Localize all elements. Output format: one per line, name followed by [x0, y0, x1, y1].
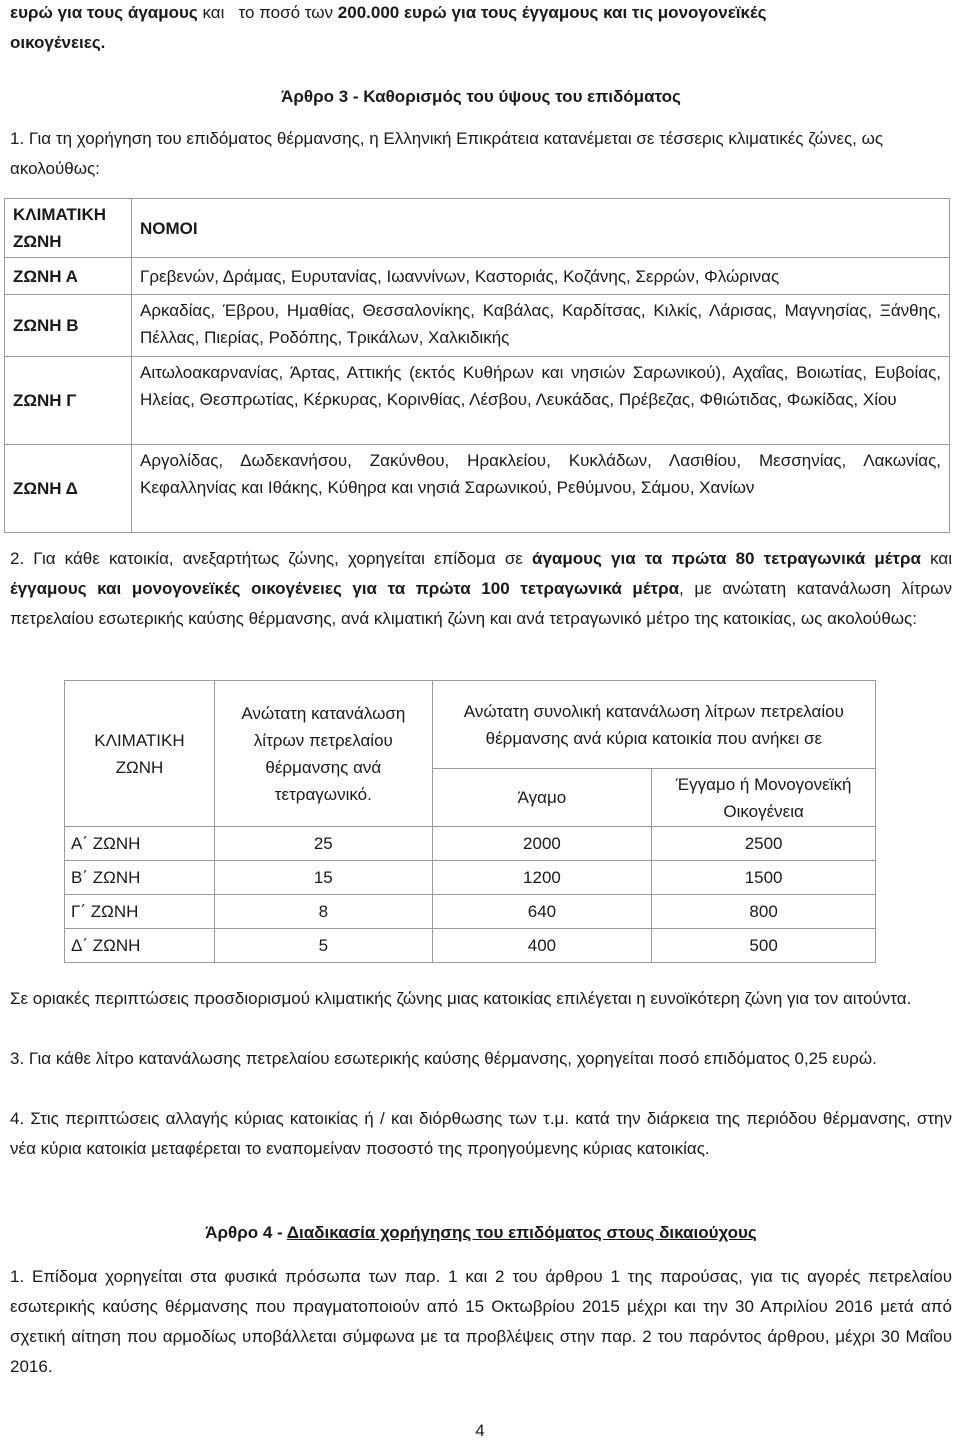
cons-header-married: Έγγαμο ή Μονογονεϊκή Οικογένεια [652, 769, 876, 827]
cons-single: 640 [432, 895, 652, 929]
article3-para3: 3. Για κάθε λίτρο κατανάλωσης πετρελαίου εσωτερικής καύσης θέρμανσης, χορηγείται ποσό επιδόματος 0,25 ευρώ. [10, 1049, 877, 1068]
intro-part-b: και το ποσό των [197, 3, 338, 22]
consumption-table [64, 680, 876, 963]
cons-row [65, 827, 876, 861]
cons-per-m2: 25 [214, 827, 432, 861]
cons-row [65, 929, 876, 963]
cons-single: 400 [432, 929, 652, 963]
page-number: 4 [475, 1421, 485, 1440]
zones-header-zone: ΚΛΙΜΑΤΙΚΗ ΖΩΝΗ [5, 199, 132, 258]
zone-row-c [5, 357, 950, 445]
article3-heading: Άρθρο 3 - Καθορισμός του ύψους του επιδόματος [281, 87, 681, 106]
intro-part-a: ευρώ για τους άγαμους [10, 3, 198, 22]
zone-provinces: Αιτωλοακαρνανίας, Άρτας, Αττικής (εκτός Κυθήρων και νησιών Σαρωνικού), Αχαΐας, Βοιωτίας, Ευβοίας, Ηλείας, Θεσπρωτίας, Κέρκυρας, Κορινθίας, Λέσβου, Λευκάδας, Πρέβεζας, Φθιώτιδας, Φωκίδας, Χίου [132, 357, 950, 445]
article4-heading-prefix: Άρθρο 4 - [205, 1223, 287, 1242]
cons-header-zone: ΚΛΙΜΑΤΙΚΗ ΖΩΝΗ [65, 681, 215, 827]
zone-row-d [5, 445, 950, 533]
cons-header-single: Άγαμο [432, 769, 652, 827]
article4-heading-title: Διαδικασία χορήγησης του επιδόματος στους δικαιούχους [286, 1223, 757, 1242]
cons-header-row-1 [65, 681, 876, 769]
cons-header-per-m2: Ανώτατη κατανάλωση λίτρων πετρελαίου θέρμανσης ανά τετραγωνικό. [214, 681, 432, 827]
zone-label: ΖΩΝΗ Γ [5, 357, 132, 445]
zone-label: ΖΩΝΗ Α [5, 258, 132, 295]
article3-para4: 4. Στις περιπτώσεις αλλαγής κύριας κατοικίας ή / και διόρθωσης των τ.μ. κατά την διάρκεια της περιόδου θέρμανσης, στην νέα κύρια κατοικία μεταφέρεται το εναπομείναν ποσοστό της προηγούμενης κύριας κατοικίας. [10, 1109, 952, 1158]
cons-single: 1200 [432, 861, 652, 895]
cons-single: 2000 [432, 827, 652, 861]
climate-zones-table [4, 198, 950, 533]
zone-label: ΖΩΝΗ Β [5, 295, 132, 357]
cons-married: 1500 [652, 861, 876, 895]
intro-line2: οικογένειες. [10, 33, 106, 52]
para2-bold-2: έγγαμους και μονογονεϊκές οικογένειες για τα πρώτα 100 τετραγωνικά μέτρα [10, 579, 680, 598]
cons-row [65, 895, 876, 929]
article3-para2 [10, 544, 952, 634]
cons-per-m2: 8 [214, 895, 432, 929]
zones-header-provinces: ΝΟΜΟΙ [132, 199, 950, 258]
para2-bold-1: άγαμους για τα πρώτα 80 τετραγωνικά μέτρα [532, 549, 921, 568]
cons-row [65, 861, 876, 895]
intro-text [10, 0, 952, 58]
zone-provinces: Αρκαδίας, Έβρου, Ημαθίας, Θεσσαλονίκης, Καβάλας, Καρδίτσας, Κιλκίς, Λάρισας, Μαγνησίας, Ξάνθης, Πέλλας, Πιερίας, Ροδόπης, Τρικάλων, Χαλκιδικής [132, 295, 950, 357]
cons-married: 800 [652, 895, 876, 929]
borderline-note: Σε οριακές περιπτώσεις προσδιορισμού κλιματικής ζώνης μιας κατοικίας επιλέγεται η ευνοϊκότερη ζώνη για τον αιτούντα. [10, 989, 912, 1008]
article4-para1: 1. Επίδομα χορηγείται στα φυσικά πρόσωπα των παρ. 1 και 2 του άρθρου 1 της παρούσας, για τις αγορές πετρελαίου εσωτερικής καύσης θέρμανσης που πραγματοποιούν από 15 Οκτωβρίου 2015 μέχρι και την 30 Απριλίου 2016 μετά από σχετική αίτηση που αρμοδίως υποβάλλεται σύμφωνα με τα προβλέψεις στην παρ. 2 του παρόντος άρθρου, μέχρι 30 Μαΐου 2016. [10, 1267, 952, 1376]
zone-row-b [5, 295, 950, 357]
cons-zone: Β΄ ΖΩΝΗ [65, 861, 215, 895]
zone-provinces: Γρεβενών, Δράμας, Ευρυτανίας, Ιωαννίνων, Καστοριάς, Κοζάνης, Σερρών, Φλώρινας [132, 258, 950, 295]
para2-text-2: και [920, 549, 952, 568]
cons-per-m2: 5 [214, 929, 432, 963]
zone-row-a [5, 258, 950, 295]
zones-header-row [5, 199, 950, 258]
cons-zone: Δ΄ ΖΩΝΗ [65, 929, 215, 963]
cons-married: 500 [652, 929, 876, 963]
zone-provinces: Αργολίδας, Δωδεκανήσου, Ζακύνθου, Ηρακλείου, Κυκλάδων, Λασιθίου, Μεσσηνίας, Λακωνίας, Κεφαλληνίας και Ιθάκης, Κύθηρα και νησιά Σαρωνικού, Ρεθύμνου, Σάμου, Χανίων [132, 445, 950, 533]
para2-text-1: 2. Για κάθε κατοικία, ανεξαρτήτως ζώνης, χορηγείται επίδομα σε [10, 549, 533, 568]
cons-married: 2500 [652, 827, 876, 861]
article3-para1: 1. Για τη χορήγηση του επιδόματος θέρμανσης, η Ελληνική Επικράτεια κατανέμεται σε τέσσερις κλιματικές ζώνες, ως ακολούθως: [10, 129, 884, 178]
cons-zone: Γ΄ ΖΩΝΗ [65, 895, 215, 929]
article4-heading [10, 1218, 952, 1248]
cons-header-total: Ανώτατη συνολική κατανάλωση λίτρων πετρελαίου θέρμανσης ανά κύρια κατοικία που ανήκει σε [432, 681, 875, 769]
intro-part-c: 200.000 ευρώ για τους έγγαμους και τις μονογονεϊκές [337, 3, 767, 22]
cons-per-m2: 15 [214, 861, 432, 895]
zone-label: ΖΩΝΗ Δ [5, 445, 132, 533]
para2-text-3: , με ανώτατη κατανάλωση λίτρων πετρελαίου εσωτερικής καύσης θέρμανσης, ανά κλιματική ζώνη και ανά τετραγωνικό μέτρο της κατοικίας, ως ακολούθως: [10, 579, 952, 628]
cons-zone: Α΄ ΖΩΝΗ [65, 827, 215, 861]
